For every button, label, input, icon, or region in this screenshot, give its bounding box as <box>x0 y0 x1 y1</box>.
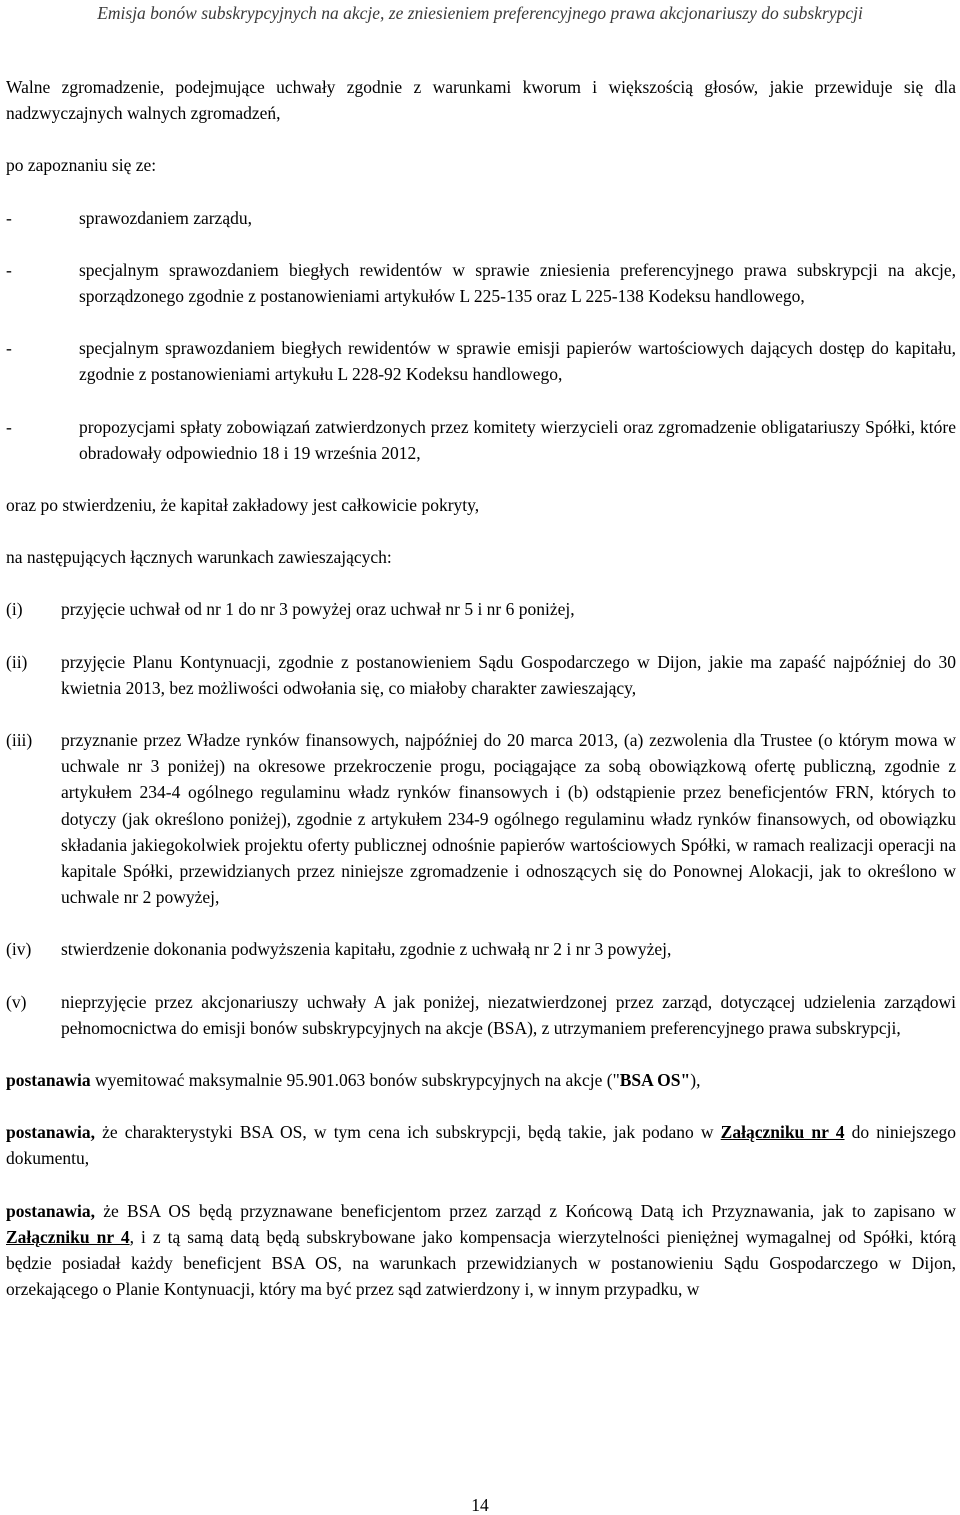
condition-item <box>6 596 956 622</box>
page-number: 14 <box>471 1495 489 1515</box>
confirmation-paragraph: oraz po stwierdzeniu, że kapitał zakładowy jest całkowicie pokryty, <box>6 495 480 516</box>
condition-text: przyznanie przez Władze rynków finansowych, najpóźniej do 20 marca 2013, (a) zezwolenia dla Trustee (o którym mowa w uchwale nr 3 poniżej) na okresowe przekroczenie progu, pociągające za sobą obowiązkową ofertę publiczną, zgodnie z artykułem 234-4 ogólnego regulaminu władz rynków finansowych i (b) odstąpienie przez beneficjentów FRN, których to dotyczy (jak określono poniżej), zgodnie z artykułem 234-9 ogólnego regulaminu władz rynków finansowych, od obowiązku składania jakiegokolwiek projektu oferty publicznej odnośnie papierów wartościowych Spółki, w ramach realizacji operacji na kapitale Spółki, przewidzianych przez niniejsze zgromadzenie i odnoszących się do Ponownej Alokacji, jak to określono w uchwale nr 2 powyżej, <box>61 730 956 908</box>
list-marker: - <box>6 259 12 280</box>
decision-text: wyemitować maksymalnie 95.901.063 bonów subskrypcyjnych na akcje (" <box>90 1070 620 1091</box>
decision-lead: postanawia, <box>6 1200 95 1221</box>
running-header: Emisja bonów subskrypcyjnych na akcje, ze zniesieniem preferencyjnego prawa akcjonariuszy do subskrypcji <box>97 3 863 23</box>
dash-list-item <box>6 335 956 387</box>
list-item-text: propozycjami spłaty zobowiązań zatwierdzonych przez komitety wierzycieli oraz zgromadzenie obligatariuszy Spółki, które obradowały odpowiednio 18 i 19 września 2012, <box>79 416 956 463</box>
condition-text: nieprzyjęcie przez akcjonariuszy uchwały A jak poniżej, niezatwierdzonej przez zarząd, dotyczącej udzielenia zarządowi pełnomocnictwa do emisji bonów subskrypcyjnych na akcje (BSA), z utrzymaniem preferencyjnego prawa subskrypcji, <box>61 991 956 1038</box>
condition-item <box>6 727 956 910</box>
list-marker: - <box>6 207 12 228</box>
list-marker: - <box>6 338 12 359</box>
condition-text: przyjęcie uchwał od nr 1 do nr 3 powyżej oraz uchwał nr 5 i nr 6 poniżej, <box>61 599 575 620</box>
annex-reference: Załączniku nr 4 <box>6 1226 130 1247</box>
condition-marker: (iv) <box>6 939 32 960</box>
decision-text: że charakterystyki BSA OS, w tym cena ich subskrypcji, będą takie, jak podano w <box>94 1122 721 1143</box>
condition-marker: (i) <box>6 599 23 620</box>
dash-list-item <box>6 257 956 309</box>
defined-term: BSA OS" <box>619 1070 691 1091</box>
decision-paragraph-3 <box>6 1198 956 1303</box>
condition-marker: (ii) <box>6 651 28 672</box>
decision-text: ), <box>690 1070 701 1091</box>
decision-text: , i z tą samą datą będą subskrybowane jako kompensacja wierzytelności pieniężnej wymagalnej od Spółki, którą będzie posiadał każdy beneficjent BSA OS, na warunkach przewidzianych w postanowieniu Sądu Gospodarczego w Dijon, orzekającego o Planie Kontynuacji, który ma być przez sąd zatwierdzony i, w innym przypadku, w <box>6 1226 956 1300</box>
condition-item <box>6 936 956 962</box>
list-item-text: specjalnym sprawozdaniem biegłych rewidentów w sprawie zniesienia preferencyjnego prawa subskrypcji na akcje, sporządzonego zgodnie z postanowieniami artykułów L 225-135 oraz L 225-138 Kodeksu handlowego, <box>79 259 956 307</box>
dash-list-item <box>6 205 956 231</box>
condition-marker: (iii) <box>6 730 33 751</box>
list-item-text: specjalnym sprawozdaniem biegłych rewidentów w sprawie emisji papierów wartościowych dających dostęp do kapitału, zgodnie z postanowieniami artykułu L 228-92 Kodeksu handlowego, <box>79 338 956 385</box>
intro-paragraph: Walne zgromadzenie, podejmujące uchwały zgodnie z warunkami kworum i większością głosów, jakie przewiduje się dla nadzwyczajnych walnych zgromadzeń, <box>6 77 956 124</box>
condition-item <box>6 649 956 701</box>
review-paragraph: po zapoznaniu się ze: <box>6 155 157 176</box>
condition-marker: (v) <box>6 991 27 1012</box>
document-body <box>6 74 956 1329</box>
decision-paragraph-1 <box>6 1067 956 1093</box>
condition-text: stwierdzenie dokonania podwyższenia kapitału, zgodnie z uchwałą nr 2 i nr 3 powyżej, <box>61 939 672 960</box>
list-marker: - <box>6 416 12 437</box>
dash-list-item <box>6 414 956 466</box>
decision-lead: postanawia, <box>6 1122 95 1143</box>
decision-text: do niniejszego dokumentu, <box>6 1122 956 1169</box>
decision-lead: postanawia <box>6 1070 91 1091</box>
annex-reference: Załączniku nr 4 <box>720 1122 845 1143</box>
list-item-text: sprawozdaniem zarządu, <box>79 207 252 228</box>
condition-text: przyjęcie Planu Kontynuacji, zgodnie z postanowieniem Sądu Gospodarczego w Dijon, jakie ma zapaść najpóźniej do 30 kwietnia 2013, bez możliwości odwołania się, co miałoby charakter zawieszający, <box>61 651 956 698</box>
decision-paragraph-2 <box>6 1119 956 1171</box>
conditions-intro: na następujących łącznych warunkach zawieszających: <box>6 547 392 568</box>
condition-item <box>6 989 956 1041</box>
decision-text: że BSA OS będą przyznawane beneficjentom przez zarząd z Końcową Datą ich Przyznawania, jak to zapisano w <box>94 1200 956 1221</box>
